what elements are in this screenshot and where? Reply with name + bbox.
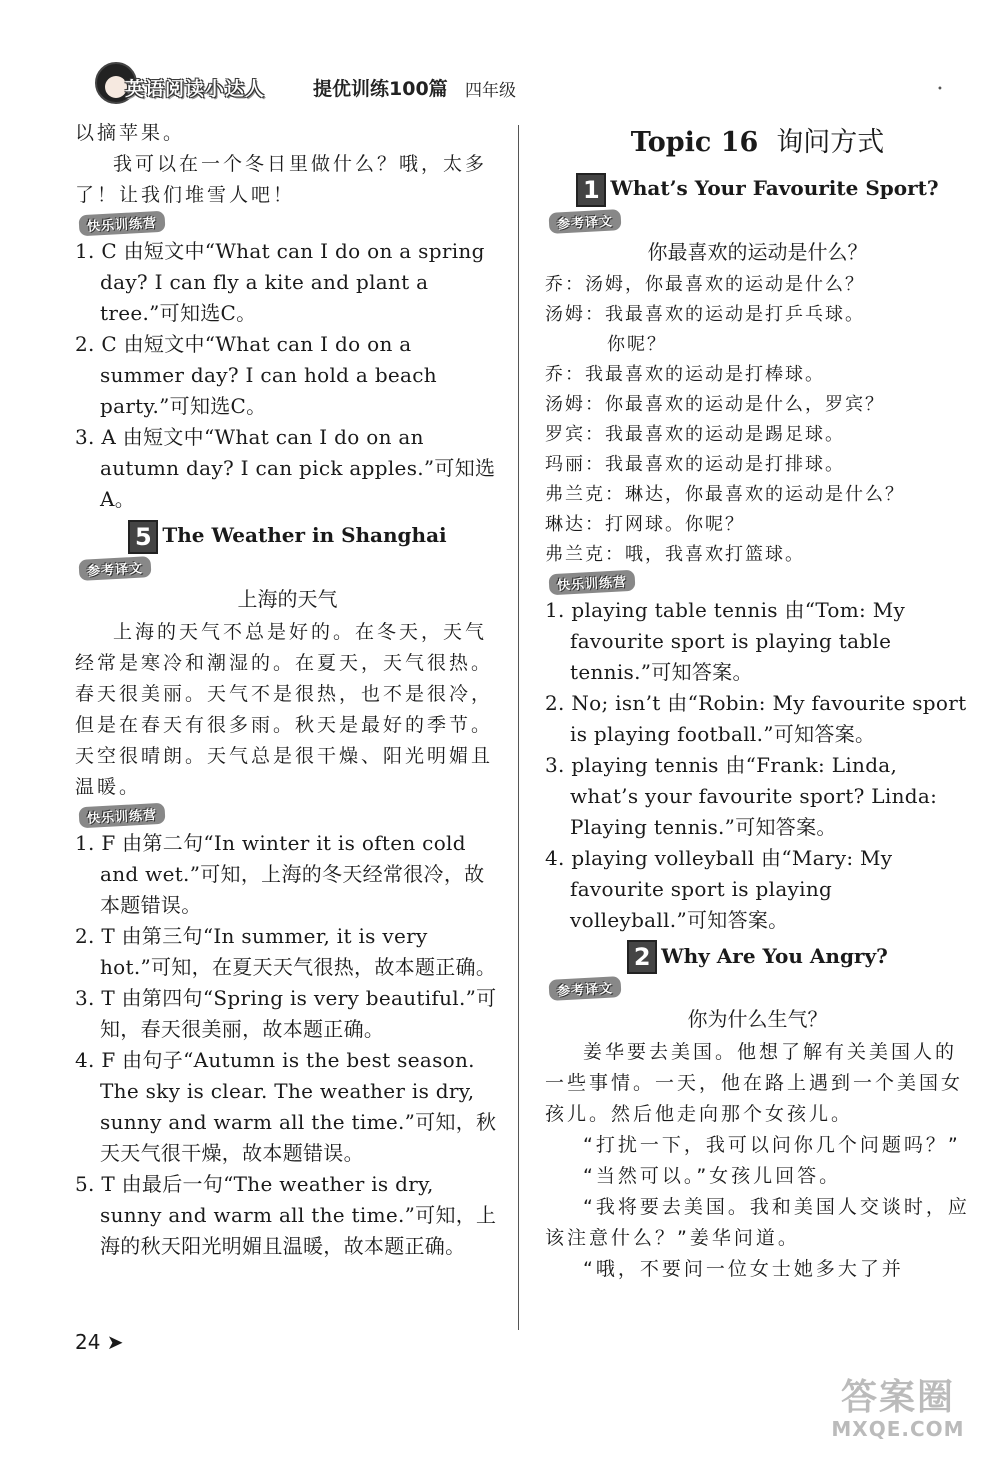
section-tag-train: 快乐训练营 [549,569,636,594]
dialog-line: 弗兰克：琳达，你最喜欢的运动是什么？ [545,483,905,505]
topic-cn: 询问方式 [776,127,885,158]
grade-label: 四年级 [465,81,516,101]
section-tag-ref: 参考译文 [78,556,151,581]
answer-item: 3. playing tennis 由“Frank: Linda, what’s your favourite sport? Linda: Playing tennis.”可知答案。 [545,752,938,839]
unit-number-badge: 5 [128,520,158,554]
page-number: 24 ➤ [75,1330,124,1354]
dialog-line: 弗兰克：哦，我喜欢打篮球。 [545,543,805,565]
answer-item: 5. T 由最后一句“The weather is dry, sunny and warm all the time.”可知，上海的秋天阳光明媚且温暖，故本题正确。 [75,1171,497,1258]
unit-title: What’s Your Favourite Sport? [610,176,939,200]
unit-number-badge: 2 [627,940,657,974]
series-title: 提优训练100篇 [313,78,448,100]
story-paragraph: 姜华要去美国。他想了解有关美国人的一些事情。一天，他在路上遇到一个美国女孩儿。然后他走向那个女孩儿。 [545,1041,964,1125]
left-column [75,118,500,1262]
unit-title: The Weather in Shanghai [162,523,447,547]
intro-line-1: 以摘苹果。 [75,122,186,144]
translation-title: 上海的天气 [237,586,338,611]
answer-item: 4. playing volleyball 由“Mary: My favourite sport is playing volleyball.”可知答案。 [545,845,893,932]
dialog-line: 汤姆：你最喜欢的运动是什么，罗宾？ [545,393,885,415]
dialog-line: 你呢？ [607,333,667,355]
dialog-line: 琳达：打网球。你呢？ [545,513,745,535]
unit-title: Why Are You Angry? [661,943,888,968]
answer-item: 3. A 由短文中“What can I do on an autumn day? I can pick apples.”可知选A。 [75,425,496,511]
intro-line-2: 我可以在一个冬日里做什么？哦，太多了！让我们堆雪人吧！ [75,153,488,206]
answer-item: 1. C 由短文中“What can I do on a spring day? I can fly a kite and plant a tree.”可知选C。 [75,239,485,325]
unit-heading [545,938,970,975]
dialog-line: 乔：我最喜欢的运动是打棒球。 [545,363,825,385]
translation-body: 上海的天气不总是好的。在冬天，天气经常是寒冷和潮湿的。在夏天，天气很热。春天很美丽。天气不是很热，也不是很冷，但是在春天有很多雨。秋天是最好的季节。天空很晴朗。天气总是很干燥、阳光明媚且温暖。 [75,620,494,798]
topic-heading [545,118,970,168]
answer-item: 3. T 由第四句“Spring is very beautiful.”可知，春天很美丽，故本题正确。 [75,985,497,1041]
story-paragraph: “当然可以。”女孩儿回答。 [583,1165,842,1187]
page-header [75,62,943,112]
answer-item: 4. F 由句子“Autumn is the best season. The sky is clear. The weather is dry, sunny and warm all the time.”可知，秋天天气很干燥，故本题错误。 [75,1047,497,1165]
section-tag-ref: 参考译文 [548,209,621,234]
series-brand: 英语阅读小达人 [125,78,266,100]
story-paragraph: “打扰一下，我可以问你几个问题吗？” [583,1134,961,1156]
translation-title: 你为什么生气？ [687,1007,828,1031]
unit-number-badge: 1 [576,173,606,207]
watermark-line-2: MXQE.COM [831,1417,965,1441]
answer-item: 2. No; isn’t 由“Robin: My favourite sport is playing football.”可知答案。 [545,690,967,746]
story-paragraph: “我将要去美国。我和美国人交谈时，应该注意什么？”姜华问道。 [545,1196,970,1249]
unit-heading [75,517,500,554]
section-tag-train: 快乐训练营 [79,802,166,827]
section-tag-ref: 参考译文 [548,976,621,1001]
dialog-line: 乔：汤姆，你最喜欢的运动是什么？ [545,273,865,295]
answer-item: 2. T 由第三句“In summer, it is very hot.”可知，在夏天天气很热，故本题正确。 [75,923,497,979]
header-dot: • [937,84,943,95]
watermark-line-1: 答案圈 [840,1377,955,1418]
translation-title: 你最喜欢的运动是什么？ [647,239,868,264]
dialog-line: 汤姆：我最喜欢的运动是打乒乓球。 [545,303,865,325]
dialog-line: 玛丽：我最喜欢的运动是打排球。 [545,453,845,475]
dialog-line: 罗宾：我最喜欢的运动是踢足球。 [545,423,845,445]
section-tag-train: 快乐训练营 [79,211,166,236]
right-column [545,118,970,1285]
answer-item: 1. F 由第二句“In winter it is often cold and wet.”可知，上海的冬天经常很冷，故本题错误。 [75,830,485,917]
column-divider [518,125,519,1330]
answer-item: 2. C 由短文中“What can I do on a summer day? I can hold a beach party.”可知选C。 [75,332,437,418]
topic-label: Topic 16 [630,127,759,158]
watermark-logo [818,1378,978,1440]
story-paragraph: “哦，不要问一位女士她多大了并 [583,1258,904,1280]
unit-heading [545,170,970,207]
answer-item: 1. playing table tennis 由“Tom: My favourite sport is playing table tennis.”可知答案。 [545,597,906,684]
